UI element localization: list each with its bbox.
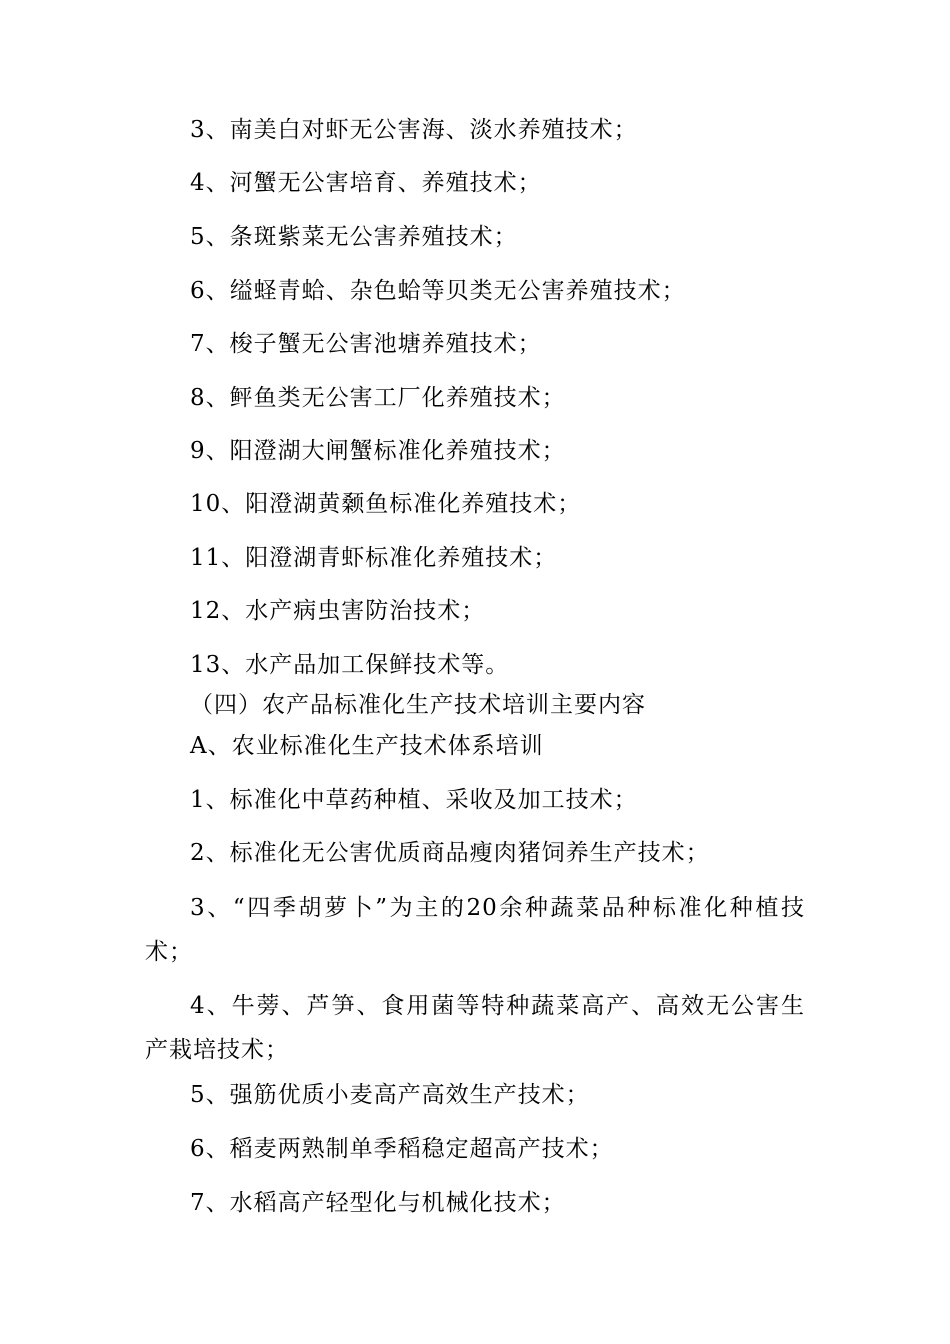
list-item-wrapped: 3、“四季胡萝卜”为主的20余种蔬菜品种标准化种植技术； — [145, 895, 805, 965]
list-item: 13、水产品加工保鲜技术等。 — [190, 652, 510, 678]
list-item: 4、河蟹无公害培育、养殖技术； — [190, 170, 542, 196]
list-item: 7、水稻高产轻型化与机械化技术； — [190, 1190, 566, 1216]
subsection-heading: A、农业标准化生产技术体系培训 — [190, 733, 544, 759]
list-item: 6、稻麦两熟制单季稻稳定超高产技术； — [190, 1136, 614, 1162]
list-item: 5、条斑紫菜无公害养殖技术； — [190, 224, 518, 250]
list-item: 7、梭子蟹无公害池塘养殖技术； — [190, 331, 542, 357]
list-item: 1、标准化中草药种植、采收及加工技术； — [190, 787, 638, 813]
section-heading: （四）农产品标准化生产技术培训主要内容 — [190, 692, 646, 718]
list-item: 3、南美白对虾无公害海、淡水养殖技术； — [190, 117, 638, 143]
list-item-wrapped: 4、牛蒡、芦笋、食用菌等特种蔬菜高产、高效无公害生产栽培技术； — [145, 993, 805, 1063]
list-item: 5、强筋优质小麦高产高效生产技术； — [190, 1082, 590, 1108]
list-item: 10、阳澄湖黄颡鱼标准化养殖技术； — [190, 491, 582, 517]
list-item: 2、标准化无公害优质商品瘦肉猪饲养生产技术； — [190, 840, 710, 866]
list-item: 8、鲆鱼类无公害工厂化养殖技术； — [190, 385, 566, 411]
list-item: 9、阳澄湖大闸蟹标准化养殖技术； — [190, 438, 566, 464]
list-item: 12、水产病虫害防治技术； — [190, 598, 486, 624]
list-item: 11、阳澄湖青虾标准化养殖技术； — [190, 545, 558, 571]
list-item: 6、缢蛏青蛤、杂色蛤等贝类无公害养殖技术； — [190, 278, 686, 304]
